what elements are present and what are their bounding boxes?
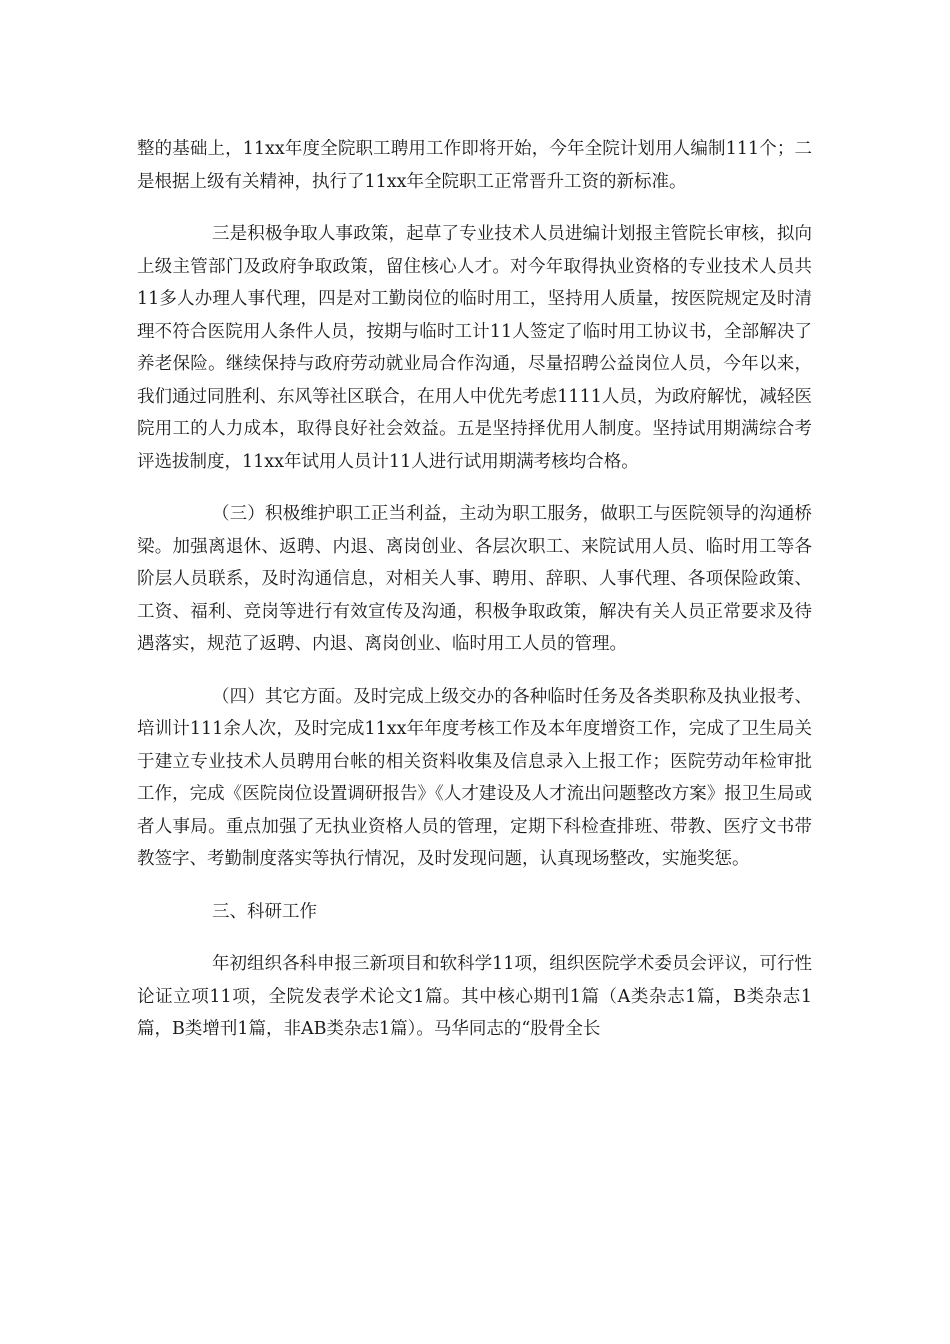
paragraph-3: （三）积极维护职工正当利益，主动为职工服务，做职工与医院领导的沟通桥梁。加强离退休、返聘、内退、离岗创业、各层次职工、来院试用人员、临时用工等各阶层人员联系，及时沟通信息，对相关人事、聘用、辞职、人事代理、各项保险政策、工资、福利、竞岗等进行有效宣传及沟通，积极争取政策，解决有关人员正常要求及待遇落实，规范了返聘、内退、离岗创业、临时用工人员的管理。 xyxy=(137,504,812,654)
paragraph-2: 三是积极争取人事政策，起草了专业技术人员进编计划报主管院长审核，拟向上级主管部门及政府争取政策，留住核心人才。对今年取得执业资格的专业技术人员共11多人办理人事代理，四是对工勤岗位的临时用工，坚持用人质量，按医院规定及时清理不符合医院用人条件人员，按期与临时工计11人签定了临时用工协议书，全部解决了养老保险。继续保持与政府劳动就业局合作沟通，尽量招聘公益岗位人员，今年以来，我们通过同胜利、东风等社区联合，在用人中优先考虑1111人员，为政府解忧，减轻医院用工的人力成本，取得良好社会效益。五是坚持择优用人制度。坚持试用期满综合考评选拔制度，11xx年试用人员计11人进行试用期满考核均合格。 xyxy=(137,224,812,472)
paragraph-1: 整的基础上，11xx年度全院职工聘用工作即将开始，今年全院计划用人编制111个；二是根据上级有关精神，执行了11xx年全院职工正常晋升工资的新标准。 xyxy=(137,139,812,192)
paragraph-5: 年初组织各科申报三新项目和软科学11项，组织医院学术委员会评议，可行性论证立项11项，全院发表学术论文1篇。其中核心期刊1篇（A类杂志1篇，B类杂志1篇，B类增刊1篇，非AB类杂志1篇）。马华同志的“股骨全长 xyxy=(137,954,812,1039)
paragraph-4: （四）其它方面。及时完成上级交办的各种临时任务及各类职称及执业报考、培训计111余人次，及时完成11xx年年度考核工作及本年度增资工作，完成了卫生局关于建立专业技术人员聘用台帐的相关资料收集及信息录入上报工作；医院劳动年检审批工作，完成《医院岗位设置调研报告》《人才建设及人才流出问题整改方案》报卫生局或者人事局。重点加强了无执业资格人员的管理，定期下科检查排班、带教、医疗文书带教签字、考勤制度落实等执行情况，及时发现问题，认真现场整改，实施奖惩。 xyxy=(137,686,812,869)
section-heading-research: 三、科研工作 xyxy=(212,901,317,922)
document-body xyxy=(137,133,812,1066)
